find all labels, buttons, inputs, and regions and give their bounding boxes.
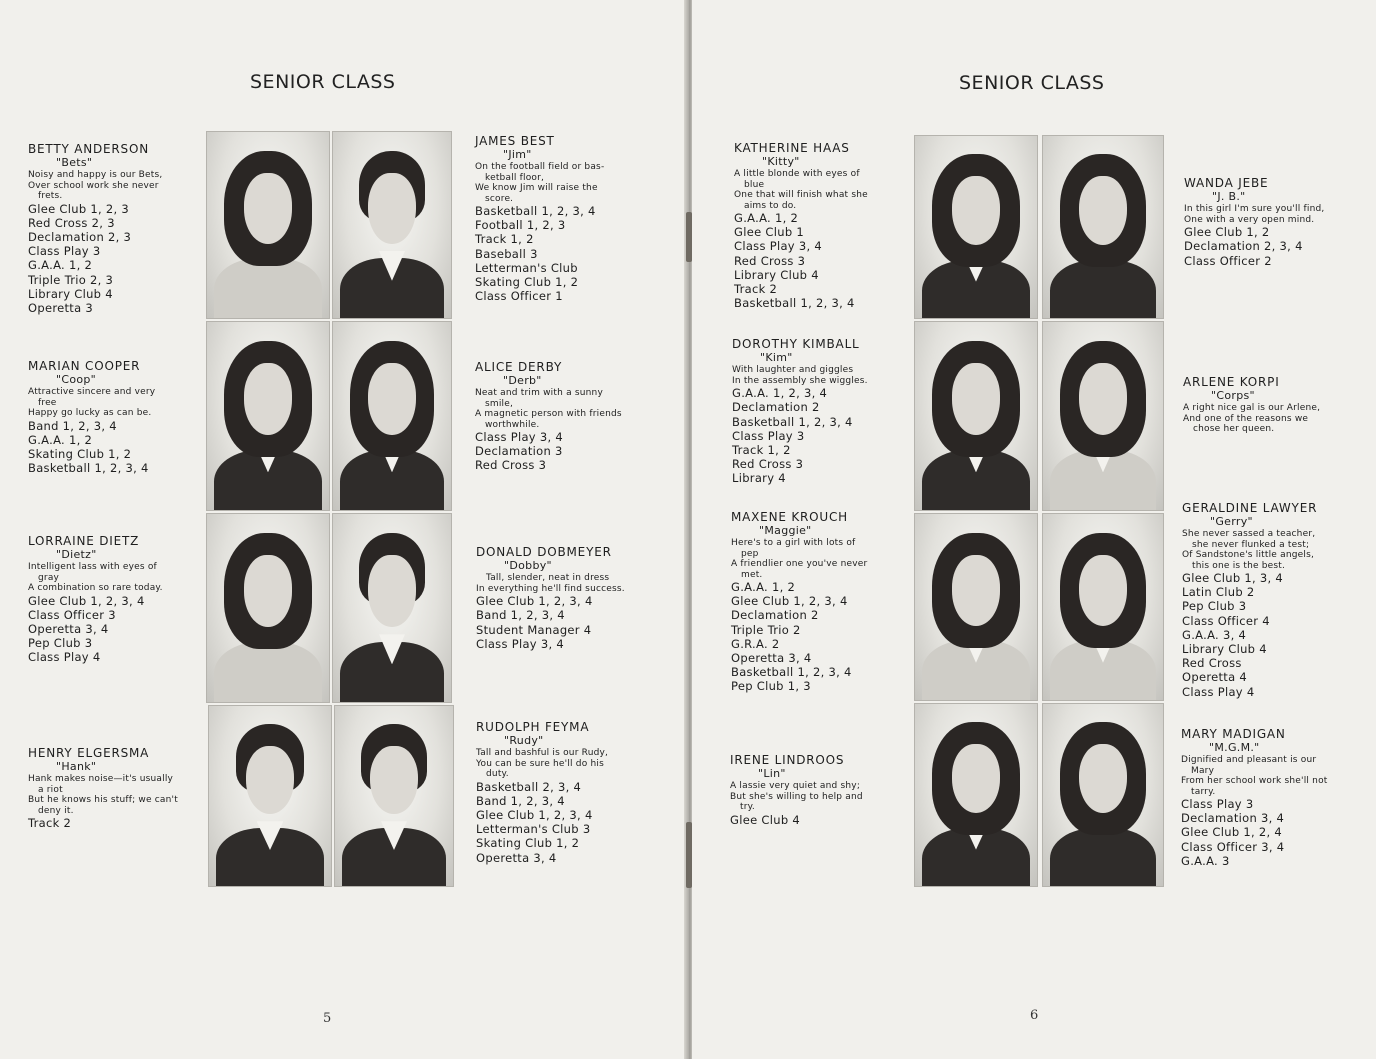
quote-line: From her school work she'll not	[1181, 776, 1328, 787]
activity: Operetta 3	[28, 301, 94, 316]
quote-line: A lassie very quiet and shy;	[730, 781, 861, 792]
activity: Red Cross 2, 3	[28, 215, 115, 230]
senior-name: LORRAINE DIETZ	[28, 534, 140, 548]
activity: Class Play 3, 4	[475, 430, 563, 445]
activity: Skating Club 1, 2	[475, 275, 579, 290]
activity: Declamation 2	[732, 400, 820, 415]
senior-name: MARIAN COOPER	[28, 359, 141, 373]
activity: Basketball 1, 2, 3, 4	[28, 461, 149, 476]
quote-line: One with a very open mind.	[1184, 214, 1315, 225]
senior-name: KATHERINE HAAS	[734, 141, 850, 155]
senior-nickname: "Coop"	[56, 373, 97, 387]
activity: Skating Club 1, 2	[28, 447, 132, 462]
quote-line: One that will finish what she	[734, 190, 868, 201]
activity: Baseball 3	[475, 246, 538, 261]
senior-quote	[731, 538, 903, 580]
quote-line: aims to do.	[744, 200, 797, 211]
activity: Class Officer 2	[1184, 253, 1272, 268]
activity: Pep Club 3	[1182, 599, 1247, 614]
activity: Pep Club 1, 3	[731, 679, 811, 694]
activity: Class Play 4	[1182, 684, 1255, 699]
quote-line: met.	[741, 569, 763, 580]
senior-photo	[915, 514, 1037, 700]
senior-name: GERALDINE LAWYER	[1182, 501, 1318, 515]
activity: Glee Club 1, 2	[1184, 225, 1270, 240]
senior-activities	[28, 202, 200, 316]
senior-name: BETTY ANDERSON	[28, 142, 149, 156]
activity: Pep Club 3	[28, 636, 93, 651]
quote-line: Tall and bashful is our Rudy,	[476, 748, 609, 759]
senior-entry	[734, 141, 906, 310]
activity: Class Play 3	[1181, 797, 1254, 812]
activity: Band 1, 2, 3, 4	[476, 608, 565, 623]
senior-photo	[915, 136, 1037, 318]
quote-line: a riot	[38, 784, 63, 795]
quote-line: score.	[485, 193, 514, 204]
quote-line: In everything he'll find success.	[476, 583, 625, 594]
activity: Operetta 4	[1182, 670, 1248, 685]
senior-nickname: "Kitty"	[762, 155, 800, 169]
senior-quote	[1183, 403, 1355, 434]
activity: Triple Trio 2, 3	[28, 272, 114, 287]
senior-nickname: "M.G.M."	[1209, 741, 1260, 755]
quote-line: A little blonde with eyes of	[734, 169, 860, 180]
activity: Class Officer 3	[28, 607, 116, 622]
activity: Class Play 3	[28, 244, 101, 259]
activity: Glee Club 1, 2, 3, 4	[731, 594, 848, 609]
senior-photo	[915, 704, 1037, 886]
senior-activities	[730, 813, 902, 827]
activity: Operetta 3, 4	[28, 622, 109, 637]
quote-line: In this girl I'm sure you'll find,	[1184, 204, 1325, 215]
activity: Glee Club 1, 3, 4	[1182, 571, 1284, 586]
senior-nickname: "Bets"	[56, 156, 93, 170]
senior-photo	[207, 514, 329, 702]
senior-photo	[209, 706, 331, 886]
quote-line: A combination so rare today.	[28, 583, 163, 594]
quote-line: Noisy and happy is our Bets,	[28, 170, 163, 181]
activity: Class Officer 3, 4	[1181, 839, 1285, 854]
senior-nickname: "J. B."	[1212, 190, 1246, 204]
activity: Letterman's Club 3	[476, 822, 591, 837]
senior-activities	[1181, 797, 1353, 868]
senior-nickname: "Kim"	[760, 351, 793, 365]
quote-line: frets.	[38, 191, 63, 202]
senior-quote	[1184, 204, 1356, 225]
senior-name: IRENE LINDROOS	[730, 753, 845, 767]
activity: Red Cross	[1182, 656, 1242, 671]
quote-line: chose her queen.	[1193, 424, 1275, 435]
senior-photo	[335, 706, 453, 886]
activity: G.A.A. 3, 4	[1182, 627, 1247, 642]
activity: Class Play 3	[732, 428, 805, 443]
senior-photo	[333, 322, 451, 510]
activity: Class Play 3, 4	[476, 636, 564, 651]
senior-name: WANDA JEBE	[1184, 176, 1269, 190]
quote-line: free	[38, 397, 57, 408]
senior-activities	[475, 204, 647, 303]
activity: Band 1, 2, 3, 4	[28, 418, 117, 433]
quote-line: And one of the reasons we	[1183, 413, 1309, 424]
activity: Glee Club 1	[734, 225, 804, 240]
senior-quote	[28, 387, 200, 418]
activity: Operetta 3, 4	[731, 651, 812, 666]
activity: Basketball 1, 2, 3, 4	[732, 414, 853, 429]
senior-name: DOROTHY KIMBALL	[732, 337, 860, 351]
left-page	[0, 0, 687, 1059]
senior-name: MAXENE KROUCH	[731, 510, 848, 524]
activity: Declamation 3	[475, 444, 563, 459]
senior-nickname: "Corps"	[1211, 389, 1255, 403]
senior-name: HENRY ELGERSMA	[28, 746, 150, 760]
activity: Band 1, 2, 3, 4	[476, 793, 565, 808]
senior-quote	[475, 388, 647, 430]
activity: Basketball 1, 2, 3, 4	[475, 204, 596, 219]
quote-line: duty.	[486, 769, 509, 780]
senior-entry	[476, 720, 648, 865]
right-page	[692, 0, 1376, 1059]
quote-line: Over school work she never	[28, 180, 159, 191]
activity: Track 2	[28, 816, 72, 831]
activity: G.A.A. 3	[1181, 853, 1230, 868]
quote-line: Attractive sincere and very	[28, 387, 156, 398]
activity: Football 1, 2, 3	[475, 218, 566, 233]
senior-activities	[476, 594, 648, 651]
senior-name: ARLENE KORPI	[1183, 375, 1280, 389]
quote-line: Intelligent lass with eyes of	[28, 562, 157, 573]
senior-nickname: "Jim"	[503, 148, 532, 162]
senior-quote	[1182, 529, 1354, 571]
senior-photo	[1043, 322, 1163, 510]
quote-line: this one is the best.	[1192, 560, 1286, 571]
senior-quote	[734, 169, 906, 211]
quote-line: A magnetic person with friends	[475, 409, 622, 420]
activity: Triple Trio 2	[731, 622, 801, 637]
activity: Class Officer 1	[475, 289, 563, 304]
activity: G.A.A. 1, 2	[734, 211, 799, 226]
senior-entry	[732, 337, 904, 486]
senior-activities	[731, 580, 903, 694]
activity: Library 4	[732, 471, 786, 486]
activity: G.R.A. 2	[731, 636, 780, 651]
quote-line: blue	[744, 179, 765, 190]
senior-activities	[1182, 571, 1354, 699]
senior-quote	[475, 162, 647, 204]
activity: Operetta 3, 4	[476, 850, 557, 865]
activity: Glee Club 1, 2, 4	[1181, 825, 1283, 840]
senior-nickname: "Rudy"	[504, 734, 544, 748]
senior-entry	[1182, 501, 1354, 699]
quote-line: Mary	[1191, 765, 1215, 776]
senior-entry	[730, 753, 902, 827]
activity: Library Club 4	[734, 267, 819, 282]
senior-entry	[476, 545, 648, 651]
activity: G.A.A. 1, 2, 3, 4	[732, 386, 828, 401]
activity: Library Club 4	[1182, 642, 1267, 657]
activity: Class Play 3, 4	[734, 239, 822, 254]
senior-name: DONALD DOBMEYER	[476, 545, 612, 559]
activity: Latin Club 2	[1182, 585, 1255, 600]
quote-line: tarry.	[1191, 786, 1216, 797]
page-number: 5	[323, 1011, 332, 1026]
senior-nickname: "Lin"	[758, 767, 786, 781]
quote-line: ketball floor,	[485, 172, 545, 183]
senior-entry	[475, 134, 647, 303]
quote-line: Tall, slender, neat in dress	[486, 573, 610, 584]
quote-line: Hank makes noise—it's usually	[28, 774, 174, 785]
activity: Declamation 2, 3, 4	[1184, 239, 1303, 254]
senior-quote	[476, 748, 648, 779]
activity: Track 1, 2	[732, 443, 791, 458]
activity: G.A.A. 1, 2	[731, 580, 796, 595]
quote-line: But she's willing to help and	[730, 791, 863, 802]
senior-quote	[28, 562, 200, 593]
activity: Library Club 4	[28, 286, 113, 301]
quote-line: Neat and trim with a sunny	[475, 388, 603, 399]
senior-activities	[475, 430, 647, 473]
senior-photo	[333, 514, 451, 702]
activity: Red Cross 3	[732, 457, 804, 472]
senior-name: ALICE DERBY	[475, 360, 563, 374]
senior-photo	[207, 132, 329, 318]
page-title: SENIOR CLASS	[959, 72, 1105, 94]
activity: Glee Club 1, 2, 3, 4	[476, 594, 593, 609]
page-number: 6	[1030, 1008, 1039, 1023]
senior-nickname: "Hank"	[56, 760, 97, 774]
senior-entry	[28, 746, 200, 830]
quote-line: gray	[38, 572, 60, 583]
senior-entry	[28, 534, 200, 665]
senior-quote	[28, 170, 200, 201]
quote-line: she never flunked a test;	[1192, 539, 1310, 550]
senior-name: JAMES BEST	[475, 134, 555, 148]
activity: Skating Club 1, 2	[476, 836, 580, 851]
senior-activities	[28, 594, 200, 665]
activity: Track 1, 2	[475, 232, 534, 247]
senior-activities	[28, 816, 200, 830]
quote-line: try.	[740, 802, 755, 813]
quote-line: On the football field or bas-	[475, 162, 605, 173]
activity: Glee Club 1, 2, 3, 4	[476, 808, 593, 823]
senior-name: MARY MADIGAN	[1181, 727, 1286, 741]
senior-photo	[1043, 136, 1163, 318]
activity: G.A.A. 1, 2	[28, 258, 93, 273]
senior-name: RUDOLPH FEYMA	[476, 720, 590, 734]
senior-entry	[1181, 727, 1353, 868]
senior-quote	[1181, 755, 1353, 797]
quote-line: A friendlier one you've never	[731, 559, 868, 570]
senior-nickname: "Derb"	[503, 374, 542, 388]
senior-nickname: "Dietz"	[56, 548, 97, 562]
quote-line: She never sassed a teacher,	[1182, 529, 1316, 540]
quote-line: Happy go lucky as can be.	[28, 408, 152, 419]
senior-entry	[1183, 375, 1355, 435]
quote-line: smile,	[485, 398, 514, 409]
senior-photo	[333, 132, 451, 318]
quote-line: Dignified and pleasant is our	[1181, 755, 1317, 766]
senior-entry	[28, 142, 200, 315]
quote-line: You can be sure he'll do his	[476, 758, 604, 769]
activity: Basketball 1, 2, 3, 4	[734, 296, 855, 311]
senior-activities	[732, 386, 904, 485]
quote-line: worthwhile.	[485, 419, 540, 430]
senior-nickname: "Maggie"	[759, 524, 812, 538]
senior-nickname: "Dobby"	[504, 559, 552, 573]
activity: Class Officer 4	[1182, 613, 1270, 628]
senior-entry	[731, 510, 903, 694]
senior-quote	[732, 365, 904, 386]
senior-quote	[476, 573, 648, 594]
senior-photo	[207, 322, 329, 510]
activity: Red Cross 3	[475, 458, 547, 473]
activity: Basketball 1, 2, 3, 4	[731, 665, 852, 680]
quote-line: deny it.	[38, 805, 74, 816]
senior-quote	[28, 774, 200, 816]
senior-photo	[1043, 514, 1163, 700]
senior-nickname: "Gerry"	[1210, 515, 1253, 529]
activity: Declamation 2, 3	[28, 230, 132, 245]
activity: Red Cross 3	[734, 253, 806, 268]
senior-entry	[1184, 176, 1356, 268]
senior-quote	[730, 781, 902, 812]
activity: Track 2	[734, 282, 778, 297]
activity: Student Manager 4	[476, 622, 592, 637]
senior-activities	[476, 780, 648, 865]
activity: Declamation 2	[731, 608, 819, 623]
activity: Declamation 3, 4	[1181, 811, 1285, 826]
activity: Glee Club 1, 2, 3, 4	[28, 593, 145, 608]
senior-photo	[1043, 704, 1163, 886]
activity: Glee Club 4	[730, 812, 800, 827]
quote-line: With laughter and giggles	[732, 365, 854, 376]
senior-activities	[28, 419, 200, 476]
senior-entry	[28, 359, 200, 475]
quote-line: A right nice gal is our Arlene,	[1183, 403, 1321, 414]
activity: Basketball 2, 3, 4	[476, 779, 582, 794]
quote-line: Of Sandstone's little angels,	[1182, 550, 1315, 561]
activity: Letterman's Club	[475, 260, 578, 275]
senior-activities	[1184, 225, 1356, 268]
quote-line: Here's to a girl with lots of	[731, 538, 856, 549]
quote-line: pep	[741, 548, 759, 559]
activity: Class Play 4	[28, 650, 101, 665]
page-title: SENIOR CLASS	[250, 71, 396, 93]
activity: G.A.A. 1, 2	[28, 432, 93, 447]
activity: Glee Club 1, 2, 3	[28, 201, 130, 216]
quote-line: In the assembly she wiggles.	[732, 375, 868, 386]
senior-photo	[915, 322, 1037, 510]
quote-line: We know Jim will raise the	[475, 183, 598, 194]
senior-activities	[734, 211, 906, 310]
senior-entry	[475, 360, 647, 473]
quote-line: But he knows his stuff; we can't	[28, 795, 178, 806]
